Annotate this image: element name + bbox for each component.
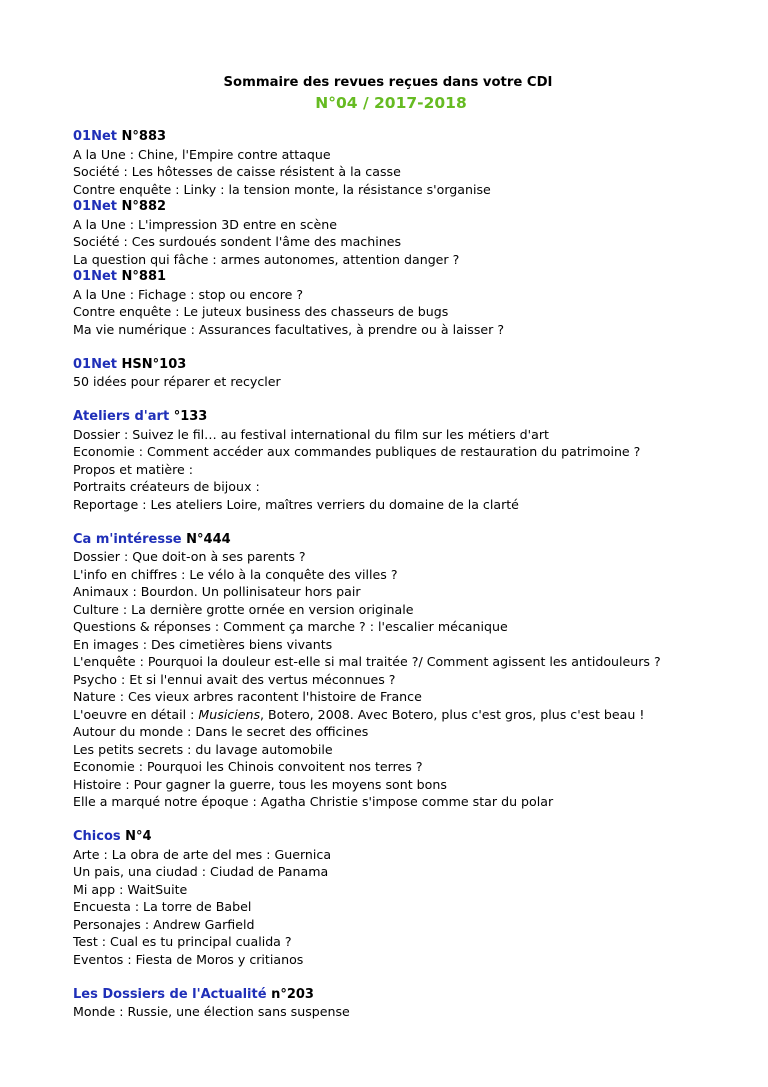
issue-number: °133 xyxy=(169,409,208,424)
article-line: Contre enquête : Linky : la tension monte, la résistance s'organise xyxy=(73,181,491,197)
article-line: Contre enquête : Le juteux business des chasseurs de bugs xyxy=(73,304,449,319)
article-line: Histoire : Pour gagner la guerre, tous les moyens sont bons xyxy=(73,776,447,792)
article-text: L'oeuvre en détail : xyxy=(73,706,199,722)
article-line: Monde : Russie, une élection sans suspense xyxy=(73,1004,350,1019)
article-line: L'enquête : Pourquoi la douleur est-elle si mal traitée ?/ Comment agissent les antidouleurs ? xyxy=(73,654,661,669)
magazine-issue-heading xyxy=(73,408,753,426)
artwork-title: Musiciens xyxy=(198,706,261,722)
section-spacer xyxy=(73,391,753,409)
magazine-name: 01Net xyxy=(73,129,118,144)
article-line: Elle a marqué notre époque : Agatha Christie s'impose comme star du polar xyxy=(73,794,554,809)
article-line: 50 idées pour réparer et recycler xyxy=(73,374,281,389)
magazine-section xyxy=(73,128,753,338)
magazine-issue-heading xyxy=(73,268,753,286)
article-line xyxy=(73,706,753,724)
magazine-name: 01Net xyxy=(73,356,118,372)
issue-number: n°203 xyxy=(266,986,314,1002)
magazine-name: Les Dossiers de l'Actualité xyxy=(73,986,267,1002)
article-line: Propos et matière : xyxy=(73,461,193,477)
article-line: A la Une : Chine, l'Empire contre attaque xyxy=(73,146,331,162)
article-line: Société : Les hôtesses de caisse résistent à la casse xyxy=(73,164,401,179)
article-text: , Botero, 2008. Avec Botero, plus c'est gros, plus c'est beau ! xyxy=(260,706,645,722)
issue-label: N°04 / 2017-2018 xyxy=(315,94,467,112)
article-line: A la Une : L'impression 3D entre en scène xyxy=(73,216,337,232)
article-line: Portraits créateurs de bijoux : xyxy=(73,479,260,494)
magazine-issue-heading xyxy=(73,828,753,846)
article-line: Société : Ces surdoués sondent l'âme des machines xyxy=(73,234,402,249)
article-line: Encuesta : La torre de Babel xyxy=(73,899,252,914)
article-line: Psycho : Et si l'ennui avait des vertus méconnues ? xyxy=(73,671,396,687)
article-line: Mi app : WaitSuite xyxy=(73,881,188,897)
article-line: Test : Cual es tu principal cualida ? xyxy=(73,934,292,949)
document-title: Sommaire des revues reçues dans votre CDI xyxy=(223,75,553,90)
magazine-name: Chicos xyxy=(73,829,121,844)
issue-number: N°4 xyxy=(120,829,152,844)
article-line: Personajes : Andrew Garfield xyxy=(73,916,255,932)
article-line: L'info en chiffres : Le vélo à la conquête des villes ? xyxy=(73,566,398,582)
magazine-issue-heading xyxy=(73,128,753,146)
magazine-name: 01Net xyxy=(73,269,118,284)
article-line: Dossier : Suivez le fil… au festival international du film sur les métiers d'art xyxy=(73,426,549,442)
section-spacer xyxy=(73,513,753,531)
issue-number: N°882 xyxy=(117,199,167,214)
magazine-section xyxy=(73,408,753,513)
document-header xyxy=(0,74,768,114)
article-line: Economie : Pourquoi les Chinois convoitent nos terres ? xyxy=(73,759,423,774)
article-line: En images : Des cimetières biens vivants xyxy=(73,636,333,652)
article-line: Animaux : Bourdon. Un pollinisateur hors pair xyxy=(73,584,361,599)
article-line: Un pais, una ciudad : Ciudad de Panama xyxy=(73,864,329,879)
article-line: Les petits secrets : du lavage automobile xyxy=(73,741,333,757)
magazine-section xyxy=(73,356,753,391)
magazine-issue-heading xyxy=(73,356,753,374)
section-spacer xyxy=(73,811,753,829)
magazine-name: 01Net xyxy=(73,199,118,214)
article-line: Nature : Ces vieux arbres racontent l'histoire de France xyxy=(73,689,422,704)
table-of-contents xyxy=(73,128,753,1021)
article-line: Culture : La dernière grotte ornée en version originale xyxy=(73,601,414,617)
article-line: Questions & réponses : Comment ça marche ? : l'escalier mécanique xyxy=(73,619,508,634)
article-line: La question qui fâche : armes autonomes, attention danger ? xyxy=(73,251,460,267)
magazine-name: Ca m'intéresse xyxy=(73,531,182,547)
issue-number: N°444 xyxy=(181,531,231,547)
article-line: A la Une : Fichage : stop ou encore ? xyxy=(73,286,304,302)
article-line: Dossier : Que doit-on à ses parents ? xyxy=(73,549,306,564)
article-line: Eventos : Fiesta de Moros y critianos xyxy=(73,951,304,967)
article-line: Reportage : Les ateliers Loire, maîtres verriers du domaine de la clarté xyxy=(73,496,519,512)
article-line: Economie : Comment accéder aux commandes publiques de restauration du patrimoine ? xyxy=(73,444,641,459)
magazine-issue-heading xyxy=(73,986,753,1004)
magazine-section xyxy=(73,531,753,811)
issue-number: HSN°103 xyxy=(117,356,187,372)
section-spacer xyxy=(73,338,753,356)
magazine-section xyxy=(73,986,753,1021)
article-line: Autour du monde : Dans le secret des officines xyxy=(73,724,369,739)
magazine-section xyxy=(73,828,753,968)
issue-number: N°883 xyxy=(117,129,167,144)
issue-number: N°881 xyxy=(117,269,167,284)
magazine-name: Ateliers d'art xyxy=(73,409,170,424)
section-spacer xyxy=(73,968,753,986)
magazine-issue-heading xyxy=(73,531,753,549)
magazine-issue-heading xyxy=(73,198,753,216)
article-line: Ma vie numérique : Assurances facultatives, à prendre ou à laisser ? xyxy=(73,321,505,337)
article-line: Arte : La obra de arte del mes : Guernica xyxy=(73,846,332,862)
